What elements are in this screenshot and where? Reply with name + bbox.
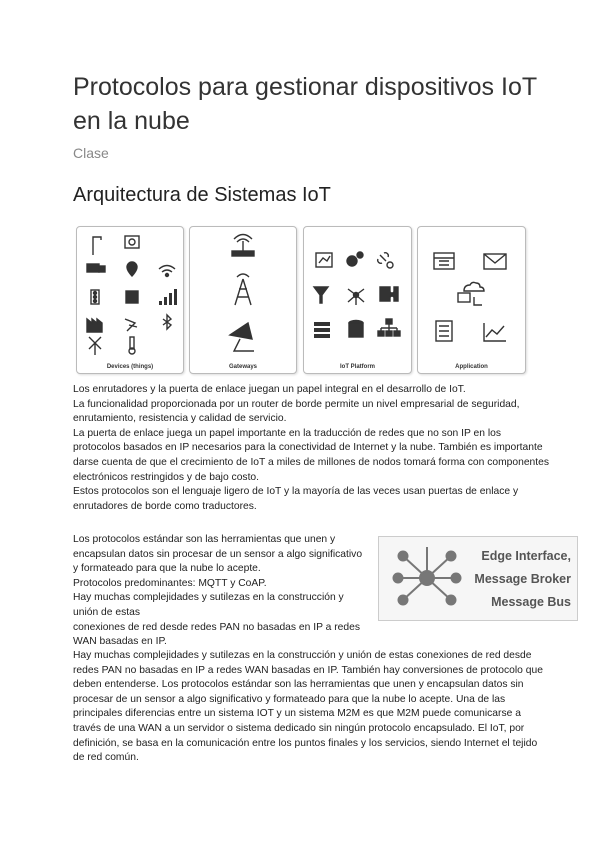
mail-icon xyxy=(484,254,506,269)
paragraph: Los enrutadores y la puerta de enlace juegan un papel integral en el desarrollo de IoT. xyxy=(73,384,466,395)
router-icon xyxy=(232,235,254,257)
bluetooth-icon xyxy=(163,315,171,329)
satellite-dish-icon xyxy=(230,323,254,351)
iot-platform-panel xyxy=(303,226,412,374)
camera-icon xyxy=(125,236,139,248)
devices-panel xyxy=(76,226,184,374)
paragraph: Hay muchas complejidades y sutilezas en la construcción y unión de estas xyxy=(73,592,344,618)
details-paragraph xyxy=(73,649,551,766)
paragraph: Hay muchas complejidades y sutilezas en la construcción y unión de estas conexiones de red desde redes PAN no basadas en IP a redes WAN basadas en IP. También hay conversiones de protocolo que deben entenderse. Los protocolos estándar son las herramientas que unen y encapsulan datos sin procesar de un sensor a algo significativo y formateado para que la nube lo acepte. Una de las principales diferencias entre un sistema IOT y un sistema M2M es que M2M puede comunicarse a través de una WAN a un servidor o sistema dedicado sin ningún protocolo encapsulado. El IoT, por definición, se basa en la comunicación entre los puntos finales y los servicios, siendo Internet el tejido de red común. xyxy=(73,650,543,764)
panel-label: IoT Platform xyxy=(339,364,375,370)
gears-icon xyxy=(347,252,363,266)
page-subtitle: Clase xyxy=(73,145,109,161)
chart-line-icon xyxy=(484,323,506,341)
hierarchy-icon xyxy=(378,319,400,336)
antenna-tower-icon xyxy=(235,274,251,305)
edge-line-2: Message Broker xyxy=(474,572,571,586)
protocols-paragraphs xyxy=(73,533,369,650)
calendar-icon xyxy=(434,253,454,269)
location-pin-icon xyxy=(127,262,137,276)
page-title: Protocolos para gestionar dispositivos IoT en la nube xyxy=(73,73,537,135)
paragraph: Los protocolos estándar son las herramientas que unen y encapsulan datos sin procesar de un sensor a algo significativo y formateado para que la nube lo acepte. xyxy=(73,534,363,575)
thermometer-icon xyxy=(129,337,135,354)
cloud-devices-icon xyxy=(458,282,484,305)
filter-icon xyxy=(314,287,328,303)
paragraph: La funcionalidad proporcionada por un router de borde permite un nivel empresarial de seguridad, enrutamiento, resistencia y calidad de servicio. xyxy=(73,398,520,425)
puzzle-icon xyxy=(380,287,398,301)
paragraph: Estos protocolos son el lenguaje ligero de IoT y la mayoría de las veces usan puertas de enlace y enrutadores de borde como traductores. xyxy=(73,486,519,512)
intro-paragraphs xyxy=(73,383,551,514)
section-heading: Arquitectura de Sistemas IoT xyxy=(73,184,331,206)
platform-icons xyxy=(304,227,411,357)
network-icon xyxy=(348,289,364,305)
checklist-icon xyxy=(436,321,452,341)
link-icon xyxy=(378,253,393,268)
panel-label: Gateways xyxy=(228,364,258,370)
factory-icon xyxy=(87,319,102,332)
gateway-icons xyxy=(190,227,296,357)
gateways-panel xyxy=(189,226,297,374)
hub-network-icon xyxy=(383,537,473,620)
iot-architecture-diagram xyxy=(76,226,529,374)
paragraph: La puerta de enlace juega un papel importante en la traducción de redes que no son IP en los protocolos basados en IP necesarios para la conectividad de Internet y la nube. También es importante darse cuenta de que el crecimiento de IoT a miles de millones de nodos tomará forma con componentes electrónicos restringidos y de bajo costo. xyxy=(73,427,550,483)
signal-bars-icon xyxy=(159,289,177,305)
server-icon xyxy=(314,322,330,338)
paragraph: Protocolos predominantes: MQTT y CoAP. xyxy=(73,577,267,589)
dashboard-icon xyxy=(316,253,332,267)
panel-label: Application xyxy=(455,364,488,370)
paragraph: conexiones de red desde redes PAN no basadas en IP a redes WAN basadas en IP. xyxy=(73,621,360,648)
chip-icon xyxy=(126,291,138,303)
streetlight-icon xyxy=(93,237,101,255)
edge-line-1: Edge Interface, xyxy=(481,549,571,563)
application-panel xyxy=(417,226,526,374)
panel-label: Devices (things) xyxy=(106,364,154,370)
dish-icon xyxy=(125,319,137,331)
traffic-light-icon xyxy=(91,290,99,304)
application-icons xyxy=(418,227,525,357)
devices-icons xyxy=(77,227,183,357)
edge-line-3: Message Bus xyxy=(491,595,571,609)
edge-interface-figure xyxy=(378,536,578,621)
windmill-icon xyxy=(89,337,101,355)
truck-icon xyxy=(87,264,105,272)
wifi-icon xyxy=(159,266,175,277)
database-icon xyxy=(349,321,363,338)
